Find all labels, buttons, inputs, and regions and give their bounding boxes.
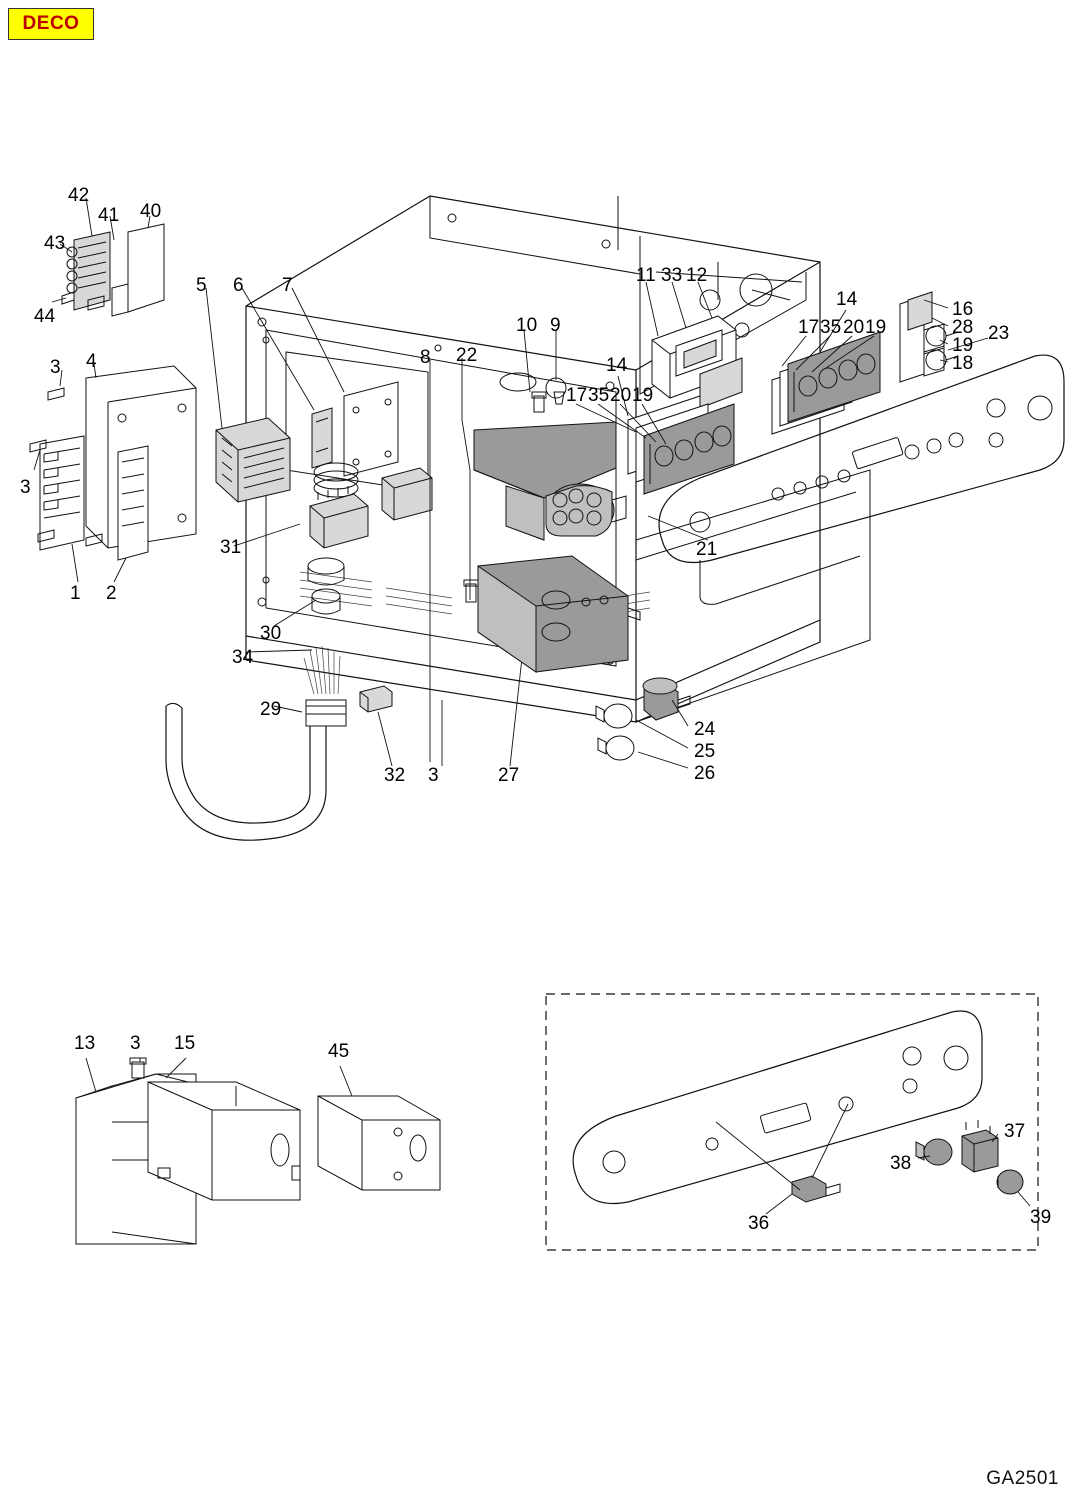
callout-21: 21 [696,539,718,560]
callout-18: 18 [952,353,974,374]
callout-35b: 35 [820,317,842,338]
callout-25: 25 [694,741,716,762]
callout-3b: 3 [20,477,31,498]
callout-3d: 3 [130,1033,141,1054]
callout-42: 42 [68,185,90,206]
callout-33: 33 [661,265,683,286]
callout-34: 34 [232,647,254,668]
callout-26: 26 [694,763,716,784]
callout-17a: 17 [566,385,588,406]
callout-31: 31 [220,537,242,558]
callout-19a: 19 [632,385,654,406]
sheet-code: GA2501 [986,1468,1059,1489]
callout-14b: 14 [836,289,858,310]
callout-9: 9 [550,315,561,336]
left-assembly [30,198,524,840]
callout-30: 30 [260,623,282,644]
inset-detail [546,994,1038,1250]
callout-29: 29 [260,699,282,720]
callout-20a: 20 [610,385,632,406]
callout-1: 1 [70,583,81,604]
callout-2: 2 [106,583,117,604]
callout-4: 4 [86,351,97,372]
callout-8: 8 [420,347,431,368]
callout-40: 40 [140,201,162,222]
callout-20b: 20 [843,317,865,338]
callout-23: 23 [988,323,1010,344]
callout-10: 10 [516,315,538,336]
callout-7: 7 [282,275,293,296]
callout-44: 44 [34,306,56,327]
bottom-left-assembly [76,1058,440,1244]
callout-3c: 3 [428,765,439,786]
callout-36: 36 [748,1213,770,1234]
callout-38: 38 [890,1153,912,1174]
callout-15: 15 [174,1033,196,1054]
callout-35a: 35 [588,385,610,406]
callout-39: 39 [1030,1207,1052,1228]
deco-badge: DECO [8,8,94,40]
callout-13: 13 [74,1033,96,1054]
callout-14a: 14 [606,355,628,376]
callout-43: 43 [44,233,66,254]
callout-32: 32 [384,765,406,786]
callout-28: 28 [952,317,974,338]
callout-6: 6 [233,275,244,296]
callout-41: 41 [98,205,120,226]
callout-3a: 3 [50,357,61,378]
callout-37: 37 [1004,1121,1026,1142]
callout-24: 24 [694,719,716,740]
callout-12: 12 [686,265,708,286]
callout-11: 11 [636,265,656,286]
callout-16: 16 [952,299,974,320]
callout-27: 27 [498,765,520,786]
callout-22: 22 [456,345,478,366]
callout-17b: 17 [798,317,820,338]
callout-19b: 19 [865,317,887,338]
callout-5: 5 [196,275,207,296]
callout-19c: 19 [952,335,974,356]
callout-45: 45 [328,1041,350,1062]
